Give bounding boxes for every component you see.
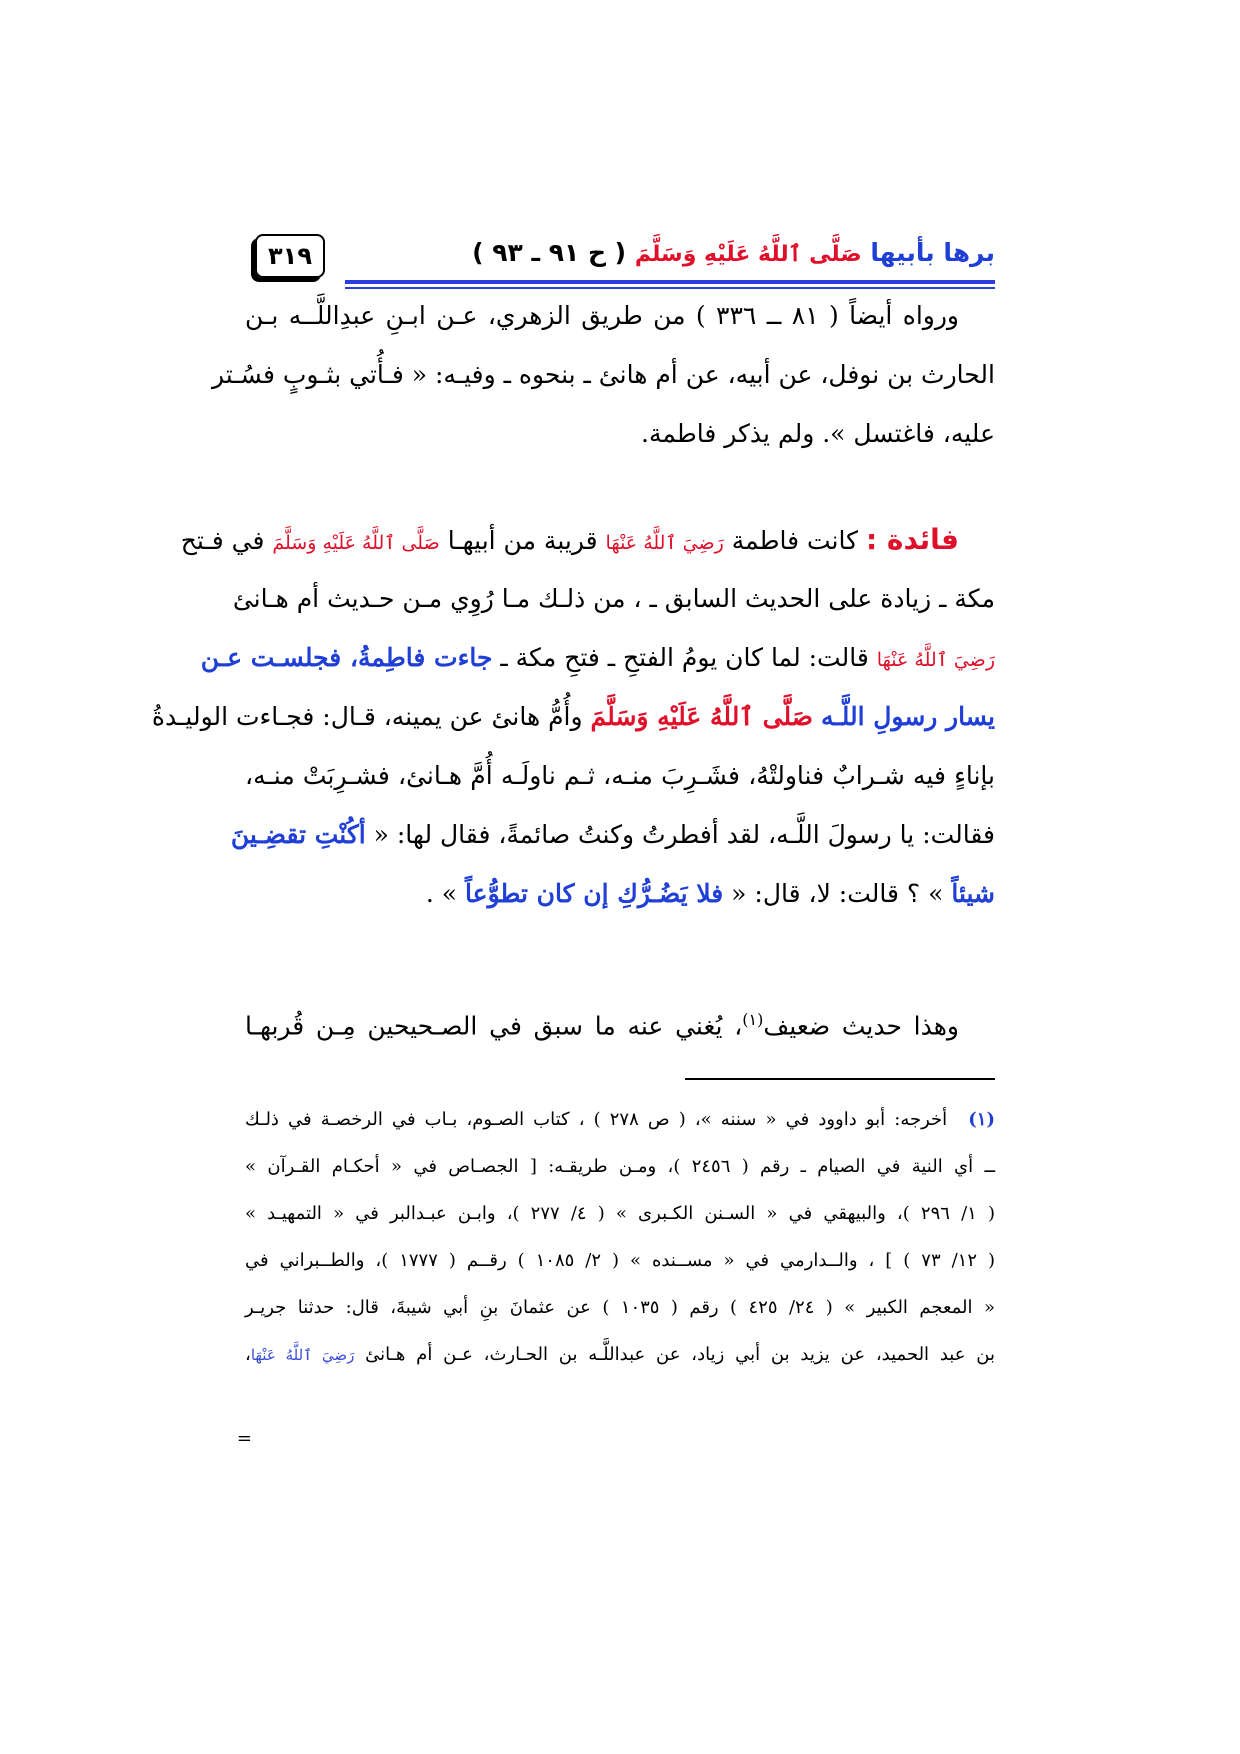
text-line: عليه، فاغتسل ». ولم يذكر فاطمة. bbox=[641, 419, 995, 448]
text-line bbox=[230, 805, 995, 864]
running-head bbox=[472, 238, 995, 267]
text-line: مكة ـ زيادة على الحديث السابق ـ ، من ذلـك مـا رُوِي مـن حـديث أم هـانئ bbox=[232, 584, 995, 613]
paragraph-3 bbox=[245, 990, 995, 1049]
honorific-salla: صَلَّى ٱللَّهُ عَلَيْهِ وَسَلَّمَ bbox=[272, 532, 440, 554]
footnote-line: ( ١/ ٢٩٦ )، والبيهقي في « السـنن الكـبرى » ( ٤/ ٢٧٧ )، وابـن عبـدالبر في « التمهيـد » bbox=[245, 1203, 995, 1224]
text-line: بإناءٍ فيه شـرابٌ فناولتْهُ، فشَـرِبَ منـه، ثـم ناولَـه أُمَّ هـانئ، فشـرِبَتْ منـه، bbox=[245, 761, 995, 790]
honorific-salla: صَلَّى ٱللَّهُ عَلَيْهِ وَسَلَّمَ bbox=[634, 242, 862, 267]
text-span: ، يُغني عنه ما سبق في الصـحيحين مِـن قُربهـا bbox=[245, 1011, 743, 1041]
text-span: » . bbox=[425, 879, 458, 908]
paragraph-1 bbox=[212, 286, 995, 463]
footnote-line bbox=[245, 1331, 995, 1378]
chapter-title: برها بأبيها bbox=[870, 238, 995, 267]
header-rule-thick bbox=[345, 280, 995, 284]
honorific-salla: صَلَّى ٱللَّهُ عَلَيْهِ وَسَلَّمَ bbox=[590, 702, 814, 731]
hadith-quote: فلا يَضُـرُّكِ إن كان تطوُّعاً bbox=[465, 879, 724, 908]
continuation-mark: = bbox=[236, 1428, 252, 1449]
text-line bbox=[151, 687, 995, 746]
text-span: فقالت: يا رسولَ اللَّـه، لقد أفطرتُ وكنتُ صائمةً، فقال لها: « bbox=[373, 820, 995, 849]
benefit-label: فائدة : bbox=[865, 523, 959, 556]
text-span: ، bbox=[245, 1344, 251, 1365]
text-line: ورواه أيضاً ( ٨١ ــ ٣٣٦ ) من طريق الزهري، عـن ابـنِ عبدِاللَّــه بـن bbox=[245, 301, 959, 330]
text-line bbox=[245, 990, 995, 1049]
text-span: قريبة من أبيهـا bbox=[447, 526, 598, 555]
hadith-quote: يسار رسولِ اللَّـه bbox=[820, 702, 995, 731]
text-line bbox=[245, 864, 995, 923]
page-number: ٣١٩ bbox=[268, 242, 312, 270]
text-span: أخرجه: أبو داوود في « سننه »، ( ص ٢٧٨ ) ، كتاب الصـوم، بـاب في الرخصـة في ذلـك bbox=[245, 1109, 948, 1130]
page-number-box bbox=[255, 234, 325, 278]
text-span: وأُمُّ هانئ عن يمينه، قـال: فجـاءت الوليـدةُ bbox=[151, 702, 583, 731]
honorific-radi: رَضِيَ ٱللَّهُ عَنْهَا bbox=[605, 532, 724, 554]
page-header bbox=[255, 232, 995, 292]
text-span: » ؟ قالت: لا، قال: « bbox=[731, 879, 944, 908]
footnote-line: ( ١٢/ ٧٣ ) ] ، والــدارمي في « مســنده » ( ٢/ ١٠٨٥ ) رقــم ( ١٧٧٧ )، والطــبراني في bbox=[245, 1250, 996, 1271]
footnote-line: « المعجم الكبير » ( ٢٤/ ٤٢٥ ) رقم ( ١٠٣٥ ) عن عثمانَ بنِ أبي شيبةَ، قال: حدثنا جريـر bbox=[245, 1297, 995, 1318]
footnote-line: ــ أي النية في الصيام ـ رقم ( ٢٤٥٦ )، ومـن طريقـه: [ الجصـاص في « أحكـام القـرآن » bbox=[245, 1156, 995, 1177]
text-span: في فـتح bbox=[180, 526, 265, 555]
footnotes bbox=[245, 1096, 995, 1378]
hadith-quote: أكُنْتِ تقضِـينَ bbox=[230, 820, 366, 849]
hadith-quote: جاءت فاطِمةُ، فجلسـت عـن bbox=[200, 643, 493, 672]
text-span: كانت فاطمة bbox=[731, 526, 859, 555]
text-line bbox=[200, 628, 995, 687]
text-span: بن عبد الحميد، عن يزيد بن أبي زياد، عن عبداللَّـه بن الحـارث، عـن أم هـانئ bbox=[365, 1344, 995, 1365]
text-line bbox=[180, 510, 995, 569]
hadith-range: ( ح ٩١ ـ ٩٣ ) bbox=[472, 238, 627, 267]
footnote-line bbox=[245, 1096, 995, 1143]
paragraph-2-benefit bbox=[151, 510, 995, 923]
text-line: الحارث بن نوفل، عن أبيه، عن أم هانئ ـ بنحوه ـ وفيـه: « فـأُتي بثـوبٍ فسُـتر bbox=[212, 360, 995, 389]
honorific-radi: رَضِيَ ٱللَّهُ عَنْهَا bbox=[876, 649, 995, 671]
footnote-ref[interactable]: (١) bbox=[742, 1010, 764, 1029]
footnote-separator bbox=[685, 1078, 995, 1080]
text-span: قالت: لما كان يومُ الفتحِ ـ فتحِ مكة ـ bbox=[500, 643, 869, 672]
hadith-quote: شيئاً bbox=[951, 879, 995, 908]
text-span: وهذا حديث ضعيف bbox=[763, 1011, 959, 1041]
honorific-radi: رَضِيَ ٱللَّهُ عَنْهَا bbox=[250, 1346, 355, 1364]
footnote-number: (١) bbox=[968, 1109, 995, 1130]
